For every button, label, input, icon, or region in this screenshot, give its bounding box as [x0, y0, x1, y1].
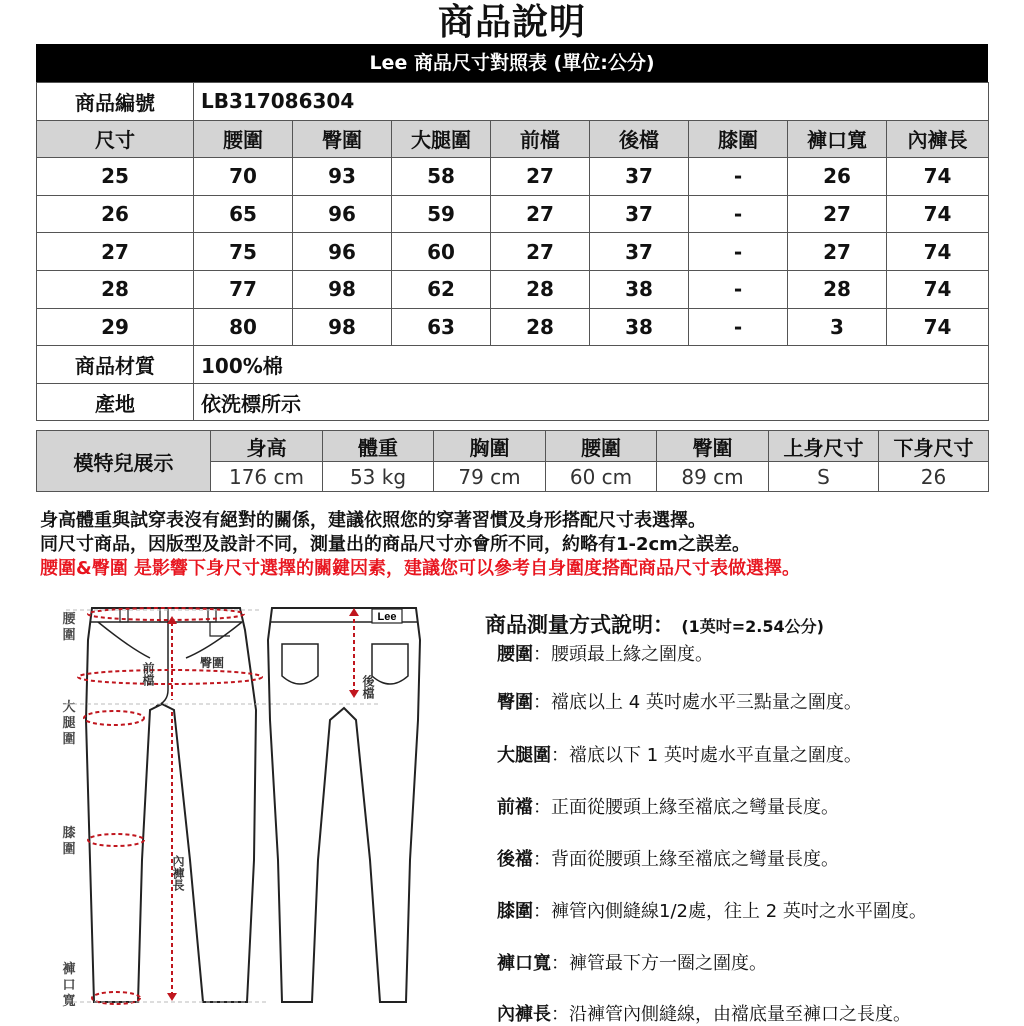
- model-bottom-size: 26: [879, 462, 989, 492]
- size-chart-banner: Lee 商品尺寸對照表 (單位:公分): [36, 44, 988, 82]
- guide-item: [497, 845, 839, 871]
- cell: 28: [788, 270, 887, 308]
- side-label-knee: 膝圍: [62, 826, 76, 857]
- guide-item-desc: ：正面從腰頭上緣至襠底之彎量長度。: [533, 797, 839, 818]
- origin-value: 依洗標所示: [194, 383, 989, 421]
- material-value: 100%棉: [194, 346, 989, 384]
- measurement-guide-title: [485, 610, 1005, 642]
- cell: -: [689, 270, 788, 308]
- cell: 98: [293, 308, 392, 346]
- model-hip: 89 cm: [657, 462, 769, 492]
- model-waist: 60 cm: [546, 462, 657, 492]
- header-hip: 臀圍: [293, 120, 392, 158]
- cell: 63: [392, 308, 491, 346]
- spec-header-row: [37, 120, 989, 158]
- size-spec-table: [36, 82, 989, 421]
- cell: 74: [887, 195, 989, 233]
- table-row: [37, 195, 989, 233]
- inseam-label: 內褲長: [171, 855, 185, 891]
- guide-item: [497, 640, 713, 666]
- table-row: [37, 270, 989, 308]
- cell: 27: [491, 233, 590, 271]
- unit-note: (1英吋=2.54公分): [681, 617, 824, 636]
- side-label-waist: 腰圍: [62, 612, 76, 643]
- cell: 37: [590, 158, 689, 196]
- cell: 27: [37, 233, 194, 271]
- guide-item-desc: ：襠底以下 1 英吋處水平直量之圍度。: [551, 745, 862, 766]
- guide-item: [497, 793, 839, 819]
- back-rise-label: 後檔: [361, 675, 375, 699]
- measurement-guide: [485, 610, 1005, 1025]
- origin-label: 產地: [37, 383, 194, 421]
- cell: 60: [392, 233, 491, 271]
- pants-measurement-diagram: [60, 600, 460, 1020]
- guide-item: [497, 741, 862, 767]
- page-title: 商品說明: [437, 2, 586, 43]
- table-row: [37, 158, 989, 196]
- cell: 74: [887, 233, 989, 271]
- note-line-2: 同尺寸商品，因版型及設計不同，測量出的商品尺寸亦會所不同，約略有1-2cm之誤差。: [40, 534, 750, 555]
- guide-item-name: 腰圍: [497, 644, 533, 665]
- model-info-table: [36, 430, 989, 492]
- model-header-top-size: 上身尺寸: [769, 431, 879, 462]
- model-header-weight: 體重: [323, 431, 434, 462]
- header-front-rise: 前檔: [491, 120, 590, 158]
- cell: 65: [194, 195, 293, 233]
- guide-item-name: 前襠: [497, 797, 533, 818]
- guide-item-desc: ：背面從腰頭上緣至襠底之彎量長度。: [533, 849, 839, 870]
- guide-item-desc: ：褲管最下方一圈之圍度。: [551, 953, 767, 974]
- cell: 80: [194, 308, 293, 346]
- model-top-size: S: [769, 462, 879, 492]
- table-row: [37, 308, 989, 346]
- product-code-value: LB317086304: [194, 83, 989, 121]
- guide-item-desc: ：襠底以上 4 英吋處水平三點量之圍度。: [533, 692, 862, 713]
- back-pants-outline: [268, 608, 420, 1002]
- guide-item-desc: ：褲管內側縫線1/2處，往上 2 英吋之水平圍度。: [533, 901, 927, 922]
- cell: 62: [392, 270, 491, 308]
- model-height: 176 cm: [211, 462, 323, 492]
- cell: 26: [788, 158, 887, 196]
- guide-title-text: 商品測量方式說明：: [485, 613, 674, 637]
- guide-item: [497, 688, 862, 714]
- side-label-thigh: 大腿圍: [62, 700, 76, 747]
- cell: 28: [37, 270, 194, 308]
- cell: 70: [194, 158, 293, 196]
- size-notes: [40, 509, 800, 581]
- cell: 98: [293, 270, 392, 308]
- header-waist: 腰圍: [194, 120, 293, 158]
- front-rise-label: 前檔: [141, 662, 155, 686]
- cell: 38: [590, 270, 689, 308]
- product-code-row: [37, 83, 989, 121]
- side-label-leg-opening: 褲口寬: [62, 962, 76, 1009]
- guide-item-name: 臀圍: [497, 692, 533, 713]
- guide-item-name: 膝圍: [497, 901, 533, 922]
- cell: 29: [37, 308, 194, 346]
- cell: -: [689, 233, 788, 271]
- note-line-3: 腰圍&臀圍 是影響下身尺寸選擇的關鍵因素，建議您可以參考自身圍度搭配商品尺寸表做選擇。: [40, 558, 800, 579]
- cell: 74: [887, 158, 989, 196]
- cell: -: [689, 195, 788, 233]
- cell: 38: [590, 308, 689, 346]
- model-header-height: 身高: [211, 431, 323, 462]
- lee-patch-label: Lee: [377, 611, 397, 623]
- cell: 77: [194, 270, 293, 308]
- guide-item-name: 大腿圍: [497, 745, 551, 766]
- hip-label: 臀圍: [200, 656, 225, 670]
- cell: 59: [392, 195, 491, 233]
- cell: 96: [293, 195, 392, 233]
- cell: 28: [491, 270, 590, 308]
- model-header-row: [37, 431, 989, 462]
- guide-item: [497, 949, 767, 975]
- guide-item-name: 褲口寬: [497, 953, 551, 974]
- guide-item: [497, 897, 927, 923]
- model-header-chest: 胸圍: [434, 431, 546, 462]
- cell: 27: [491, 158, 590, 196]
- header-back-rise: 後檔: [590, 120, 689, 158]
- model-label: 模特兒展示: [37, 431, 211, 492]
- cell: 74: [887, 308, 989, 346]
- origin-row: [37, 383, 989, 421]
- guide-item-desc: ：沿褲管內側縫線，由襠底量至褲口之長度。: [551, 1004, 911, 1025]
- model-chest: 79 cm: [434, 462, 546, 492]
- cell: -: [689, 308, 788, 346]
- header-size: 尺寸: [37, 120, 194, 158]
- header-thigh: 大腿圍: [392, 120, 491, 158]
- model-header-hip: 臀圍: [657, 431, 769, 462]
- cell: 75: [194, 233, 293, 271]
- material-label: 商品材質: [37, 346, 194, 384]
- cell: 25: [37, 158, 194, 196]
- guide-item-desc: ：腰頭最上緣之圍度。: [533, 644, 713, 665]
- cell: 27: [788, 195, 887, 233]
- guide-item-name: 內褲長: [497, 1004, 551, 1025]
- table-row: [37, 233, 989, 271]
- note-line-1: 身高體重與試穿表沒有絕對的關係，建議依照您的穿著習慣及身形搭配尺寸表選擇。: [40, 510, 706, 531]
- cell: 3: [788, 308, 887, 346]
- model-header-waist: 腰圍: [546, 431, 657, 462]
- cell: 27: [491, 195, 590, 233]
- guide-item: [497, 1000, 911, 1026]
- cell: 28: [491, 308, 590, 346]
- cell: 74: [887, 270, 989, 308]
- model-weight: 53 kg: [323, 462, 434, 492]
- cell: 93: [293, 158, 392, 196]
- cell: 96: [293, 233, 392, 271]
- cell: 37: [590, 195, 689, 233]
- header-knee: 膝圍: [689, 120, 788, 158]
- material-row: [37, 346, 989, 384]
- cell: 27: [788, 233, 887, 271]
- cell: -: [689, 158, 788, 196]
- header-inseam: 內褲長: [887, 120, 989, 158]
- cell: 37: [590, 233, 689, 271]
- guide-item-name: 後襠: [497, 849, 533, 870]
- cell: 26: [37, 195, 194, 233]
- cell: 58: [392, 158, 491, 196]
- product-code-label: 商品編號: [37, 83, 194, 121]
- header-leg-opening: 褲口寬: [788, 120, 887, 158]
- model-header-bottom-size: 下身尺寸: [879, 431, 989, 462]
